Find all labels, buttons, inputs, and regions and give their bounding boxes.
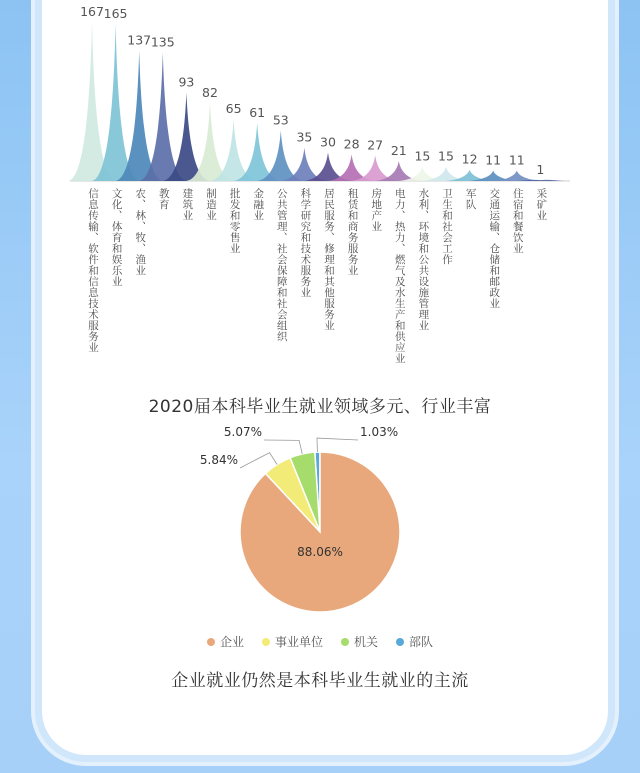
- category-label: 教育: [157, 188, 170, 210]
- legend-label: 企业: [219, 635, 244, 649]
- pie-chart-caption: 企业就业仍然是本科毕业生就业的主流: [171, 671, 469, 691]
- data-label: 135: [150, 34, 175, 50]
- data-label: 27: [367, 137, 384, 153]
- legend-item: [396, 633, 433, 650]
- slice-label: 88.06%: [297, 545, 343, 559]
- data-label: 53: [272, 112, 289, 128]
- data-label: 82: [202, 84, 218, 100]
- data-label: 15: [414, 148, 431, 164]
- data-label: 28: [343, 136, 360, 152]
- data-label: 15: [438, 148, 454, 164]
- category-label: 住宿和餐饮业: [511, 188, 524, 254]
- category-label: 军队: [464, 188, 477, 210]
- category-label: 制造业: [205, 188, 217, 221]
- category-label: 金融业: [252, 188, 265, 221]
- legend-swatch: [207, 638, 215, 646]
- slice-label: 1.03%: [360, 425, 399, 439]
- slice-label: 5.84%: [199, 453, 238, 467]
- legend-swatch: [396, 638, 404, 646]
- legend-item: [341, 633, 378, 650]
- category-label: 居民服务、修理和其他服务业: [323, 188, 335, 331]
- data-label: 61: [249, 104, 266, 120]
- leader-line: [264, 440, 302, 454]
- legend-label: 部队: [409, 635, 434, 649]
- legend-swatch: [341, 638, 349, 646]
- category-label: 租赁和商务服务业: [346, 188, 359, 276]
- pie-slice: [240, 452, 400, 612]
- category-label: 农、林、牧、渔业: [134, 188, 147, 276]
- leader-line: [317, 438, 358, 452]
- data-label: 30: [320, 134, 336, 150]
- data-label: 65: [225, 101, 242, 117]
- category-label: 批发和零售业: [228, 188, 241, 254]
- category-label: 科学研究和技术服务业: [299, 188, 312, 298]
- category-label: 公共管理、社会保障和社会组织: [275, 188, 288, 342]
- category-label: 房地产业: [370, 188, 383, 232]
- legend-label: 机关: [354, 635, 379, 649]
- data-label: 21: [390, 143, 407, 159]
- legend-item: [262, 633, 323, 650]
- legend-label: 事业单位: [274, 635, 323, 649]
- leader-line: [240, 453, 277, 468]
- legend-item: [207, 633, 244, 650]
- legend-swatch: [262, 638, 270, 646]
- category-label: 交通运输、仓储和邮政业: [488, 188, 501, 309]
- category-label: 卫生和社会工作: [441, 188, 453, 265]
- data-label: 93: [178, 74, 195, 90]
- category-label: 文化、体育和娱乐业: [110, 188, 123, 287]
- data-label: 1: [536, 162, 545, 178]
- data-label: 167: [80, 4, 104, 19]
- data-label: 11: [485, 152, 502, 168]
- category-label: 建筑业: [181, 188, 194, 221]
- data-label: 137: [127, 32, 152, 48]
- category-label: 信息传输、软件和信息技术服务业: [87, 188, 99, 353]
- category-label: 水利、环境和公共设施管理业: [417, 188, 430, 331]
- category-label: 采矿业: [535, 188, 548, 221]
- pie-legend: [0, 633, 640, 650]
- data-label: 11: [508, 152, 525, 168]
- data-label: 12: [461, 151, 478, 167]
- data-label: 165: [103, 5, 128, 21]
- slice-label: 5.07%: [223, 425, 262, 439]
- industry-chart-caption: 2020届本科毕业生就业领域多元、行业丰富: [148, 397, 492, 417]
- category-label: 电力、热力、燃气及水生产和供应业: [393, 188, 406, 364]
- data-label: 35: [296, 129, 313, 145]
